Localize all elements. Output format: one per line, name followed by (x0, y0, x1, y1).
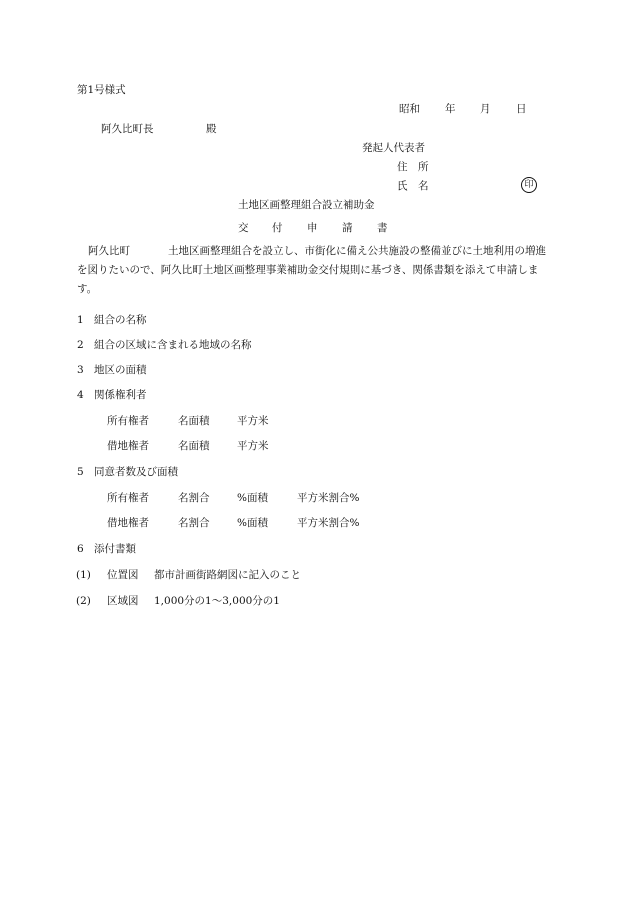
applicant-title: 発起人代表者 (362, 142, 425, 154)
role-label: 借地権者 (107, 440, 149, 452)
applicant-address-label: 住 所 (397, 161, 429, 173)
item-label: 組合の区域に含まれる地域の名称 (94, 339, 252, 351)
attachment-number: (1) (76, 569, 91, 581)
title-char-5: 書 (377, 222, 388, 234)
title-char-1: 交 (238, 222, 249, 234)
body-text: 土地区画整理組合を設立し、市街化に備え公共施設の整備並びに土地利用の増進を図りたいので、阿久比町土地区画整理事業補助金交付規則に基づき、関係書類を添えて申請します。 (77, 245, 546, 295)
date-era: 昭和 (399, 103, 420, 115)
body-place: 阿久比町 (88, 245, 130, 257)
addressee-name: 阿久比町長 (101, 123, 154, 135)
role-label: 所有権者 (107, 492, 149, 504)
title-line-1: 土地区画整理組合設立補助金 (238, 199, 375, 211)
item-label: 同意者数及び面積 (94, 466, 178, 478)
item-label: 添付書類 (94, 543, 136, 555)
body-paragraph (77, 242, 547, 299)
date-year: 年 (445, 103, 456, 115)
cell: 平方米割合% (297, 517, 360, 529)
applicant-name-label: 氏 名 (397, 180, 429, 192)
item-number: 6 (77, 543, 84, 555)
attachment-desc: 1,000分の1〜3,000分の1 (154, 595, 280, 607)
item-label: 関係権利者 (94, 389, 147, 401)
cell: 名割合 (178, 492, 210, 504)
item-number: 1 (77, 314, 84, 326)
cell: 名割合 (178, 517, 210, 529)
title-char-3: 申 (307, 222, 318, 234)
cell: 名面積 (178, 440, 210, 452)
cell: %面積 (237, 517, 268, 529)
item-label: 地区の面積 (94, 364, 147, 376)
role-label: 借地権者 (107, 517, 149, 529)
item-number: 3 (77, 364, 84, 376)
addressee-honorific: 殿 (206, 123, 217, 135)
title-char-2: 付 (272, 222, 283, 234)
cell: 平方米 (237, 415, 269, 427)
attachment-name: 位置図 (107, 569, 139, 581)
attachment-number: (2) (76, 595, 91, 607)
attachment-name: 区域図 (107, 595, 139, 607)
form-number: 第1号様式 (77, 84, 126, 96)
cell: %面積 (237, 492, 268, 504)
date-month: 月 (480, 103, 491, 115)
date-day: 日 (516, 103, 527, 115)
item-number: 4 (77, 389, 84, 401)
attachment-desc: 都市計画街路網図に記入のこと (154, 569, 301, 581)
item-number: 2 (77, 339, 84, 351)
cell: 平方米割合% (297, 492, 360, 504)
cell: 名面積 (178, 415, 210, 427)
item-label: 組合の名称 (94, 314, 147, 326)
title-char-4: 請 (342, 222, 353, 234)
role-label: 所有権者 (107, 415, 149, 427)
seal-mark: 印 (521, 177, 537, 193)
item-number: 5 (77, 466, 84, 478)
cell: 平方米 (237, 440, 269, 452)
